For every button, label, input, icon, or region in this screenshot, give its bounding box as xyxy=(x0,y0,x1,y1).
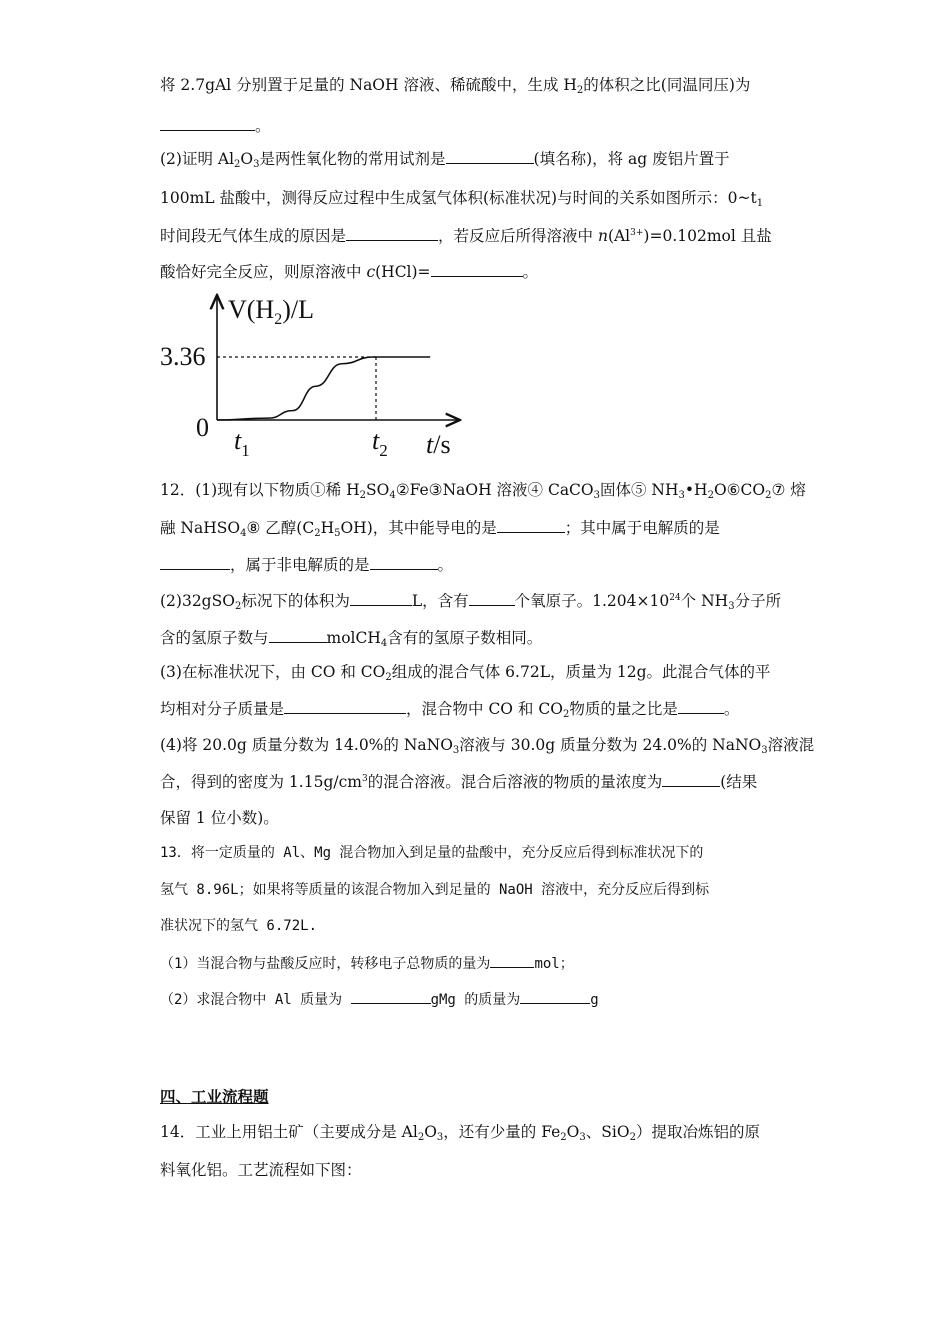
t2-label xyxy=(372,426,388,460)
answer-blank[interactable] xyxy=(678,698,724,714)
subscript: 3 xyxy=(728,601,735,612)
text-line xyxy=(160,590,781,611)
subscript: 4 xyxy=(389,490,396,501)
text: ，还有少量的 Fe xyxy=(443,1123,561,1141)
subscript: 3 xyxy=(579,1132,586,1143)
text: 分子所 xyxy=(734,592,782,610)
text: L，含有 xyxy=(411,592,469,610)
subscript: 2 xyxy=(560,1132,567,1143)
text: molCH xyxy=(326,629,381,647)
x-label-unit: /s xyxy=(433,430,451,459)
x-axis-label xyxy=(426,432,451,458)
y-tick-label: 3.36 xyxy=(160,342,206,371)
subscript: 2 xyxy=(234,159,241,170)
subscript: 2 xyxy=(417,1132,425,1143)
text: 合，得到的密度为 1.15g/cm xyxy=(160,773,362,791)
text: 100mL 盐酸中，测得反应过程中生成氢气体积(标准状况)与时间的关系如图所示：0~t xyxy=(160,189,757,207)
t1-label xyxy=(234,426,250,460)
superscript: 3 xyxy=(361,774,368,784)
text: 将 2.7gAl 分别置于足量的 NaOH 溶液、稀硫酸中，生成 H xyxy=(160,76,577,94)
text: (4)将 20.0g 质量分数为 14.0%的 NaNO xyxy=(160,736,453,754)
y-axis-label xyxy=(228,295,314,328)
text-line: 12．(1)现有以下物质①稀 $H_2SO_4②Fe③NaOH$ 溶液④ CaCO$_3$固体⑤ $NH_3•H_2O⑥CO_2⑦$ 熔 xyxy=(160,481,806,501)
text: 物质的量之比是 xyxy=(569,700,678,718)
text: ，混合物中 CO 和 CO xyxy=(406,700,563,718)
y-label-sub: 2 xyxy=(274,311,283,328)
t2-sub: 2 xyxy=(379,441,388,460)
text: ；其中属于电解质的是 xyxy=(564,519,720,537)
text-line xyxy=(160,843,703,863)
text: 均相对分子质量是 xyxy=(160,700,285,718)
text: ⑧ 乙醇(C xyxy=(246,519,315,537)
text-line xyxy=(160,188,763,208)
text-line xyxy=(160,916,317,936)
text: 的混合溶液。混合后溶液的物质的量浓度为 xyxy=(367,773,663,791)
answer-blank[interactable] xyxy=(431,261,523,277)
text-line xyxy=(160,808,279,828)
text-line xyxy=(160,771,757,792)
answer-blank[interactable] xyxy=(446,148,534,164)
text: (HCl)= xyxy=(375,263,431,281)
subscript: 2 xyxy=(562,709,570,720)
section-heading: 四、工业流程题 xyxy=(160,1087,269,1106)
text-line xyxy=(160,1160,362,1180)
text-line xyxy=(160,517,720,538)
text: 融 NaHSO xyxy=(160,519,241,537)
y-label-text: )/L xyxy=(282,295,314,324)
answer-blank[interactable] xyxy=(160,115,255,131)
answer-blank[interactable] xyxy=(284,698,406,714)
answer-blank[interactable] xyxy=(662,771,720,787)
subscript: 3 xyxy=(253,159,260,170)
subscript: 2 xyxy=(385,672,392,683)
subscript: 2 xyxy=(314,528,321,539)
subscript: 2 xyxy=(234,601,242,612)
text: H xyxy=(320,519,335,537)
text: 12．(1)现有以下物质①稀 H xyxy=(160,481,360,499)
text: 氢气 8.96L；如果将等质量的该混合物加入到足量的 NaOH 溶液中，充分反应后得到标 xyxy=(160,882,710,898)
t1-text: t xyxy=(234,426,242,455)
text: 13．将一定质量的 Al、Mg 混合物加入到足量的盐酸中，充分反应后得到标准状况下的 xyxy=(160,845,704,861)
subscript: 4 xyxy=(380,638,388,649)
text: (Al xyxy=(607,227,631,245)
text: 个 NH xyxy=(680,592,729,610)
text: ，若反应后所得溶液中 xyxy=(438,227,598,245)
subscript: 3 xyxy=(452,745,460,756)
text: 料氧化铝。工艺流程如下图： xyxy=(160,1161,362,1179)
text: 个氧原子。1.204×10 xyxy=(514,592,670,610)
text: )=0.102mol 且盐 xyxy=(643,227,772,245)
text: gMg 的质量为 xyxy=(430,992,521,1008)
text: 溶液混 xyxy=(767,736,815,754)
t1-sub: 1 xyxy=(241,441,250,460)
answer-blank[interactable] xyxy=(497,517,565,533)
text: ②Fe③NaOH 溶液④ CaCO xyxy=(395,481,594,499)
x-label-t: t xyxy=(426,430,434,459)
origin-label: 0 xyxy=(196,413,209,442)
text: ，属于非电解质的是 xyxy=(230,556,370,574)
answer-blank[interactable] xyxy=(160,554,230,570)
text: 是两性氧化物的常用试剂是 xyxy=(259,150,446,168)
text: (填名称)，将 ag 废铝片置于 xyxy=(533,150,730,168)
text: mol； xyxy=(534,956,574,972)
answer-blank[interactable] xyxy=(520,988,590,1004)
italic-symbol: n xyxy=(597,227,608,245)
text-line xyxy=(160,952,574,974)
subscript: 2 xyxy=(576,85,584,96)
text-line: 均相对分子质量是 ，混合物中 CO 和 $CO_2$物质的量之比是 。 xyxy=(160,700,740,720)
subscript: 3 xyxy=(761,745,768,756)
text: 含的氢原子数与 xyxy=(160,629,269,647)
text: 标况下的体积为 xyxy=(241,592,350,610)
italic-symbol: c xyxy=(366,263,376,281)
text: 、SiO xyxy=(585,1123,630,1141)
subscript: 3 xyxy=(593,490,600,501)
text: 时间段无气体生成的原因是 xyxy=(160,227,347,245)
text-line: 。 xyxy=(160,115,271,136)
subscript: 4 xyxy=(240,528,247,539)
text: 保留 1 位小数)。 xyxy=(160,809,279,827)
subscript: 2 xyxy=(629,1132,636,1143)
text: ⑦ 熔 xyxy=(771,481,806,499)
text: 含有的氢原子数相同。 xyxy=(387,629,543,647)
text: O⑥CO xyxy=(713,481,766,499)
answer-blank[interactable] xyxy=(490,952,534,968)
answer-blank[interactable] xyxy=(350,590,412,606)
text: 固体⑤ NH xyxy=(600,481,679,499)
text: 的体积之比(同温同压)为 xyxy=(583,76,751,94)
hydrogen-volume-graph xyxy=(150,287,470,467)
text: (2)32gSO xyxy=(160,592,235,610)
subscript: 2 xyxy=(707,490,714,501)
subscript: 3 xyxy=(436,1132,444,1143)
text-line: (2)证明 $Al_2O_3$是两性氧化物的常用试剂是 (填名称)，将 ag 废铝片置于 xyxy=(160,150,730,170)
text: ）提取冶炼铝的原 xyxy=(635,1123,760,1141)
text: 14．工业上用铝土矿（主要成分是 Al xyxy=(160,1123,418,1141)
text: (2)证明 Al xyxy=(160,150,235,168)
text: 酸恰好完全反应，则原溶液中 xyxy=(160,263,367,281)
text-line xyxy=(160,735,814,755)
text: (结果 xyxy=(720,773,758,791)
volume-curve xyxy=(217,357,430,420)
answer-blank[interactable] xyxy=(269,627,327,643)
text-line xyxy=(160,627,542,648)
text-line: ，属于非电解质的是 。 xyxy=(160,554,453,575)
text: 溶液与 30.0g 质量分数为 24.0%的 NaNO xyxy=(459,736,762,754)
text-line xyxy=(160,880,709,900)
answer-blank[interactable] xyxy=(469,590,515,606)
subscript: 1 xyxy=(756,198,764,209)
text-line xyxy=(160,225,772,246)
subscript: 2 xyxy=(765,490,772,501)
subscript: 3 xyxy=(678,490,685,501)
text: 组成的混合气体 6.72L，质量为 12g。此混合气体的平 xyxy=(391,663,771,681)
superscript: 3+ xyxy=(630,228,644,238)
text: (3)在标准状况下，由 CO 和 CO xyxy=(160,663,386,681)
text: OH)，其中能导电的是 xyxy=(340,519,497,537)
text-line xyxy=(160,988,599,1010)
text: g xyxy=(590,992,599,1008)
t2-text: t xyxy=(372,426,380,455)
text: •H xyxy=(684,481,708,499)
answer-blank[interactable] xyxy=(351,988,431,1004)
subscript: 2 xyxy=(359,490,366,501)
text-line xyxy=(160,662,771,682)
text: （1）当混合物与盐酸反应时，转移电子总物质的量为 xyxy=(160,956,491,972)
text-line xyxy=(160,75,750,95)
text: 准状况下的氢气 6.72L. xyxy=(160,918,318,934)
text-line: 酸恰好完全反应，则原溶液中 c(HCl)= 。 xyxy=(160,263,539,281)
superscript: 24 xyxy=(669,593,681,603)
y-label-text: V(H xyxy=(228,295,275,324)
text: （2）求混合物中 Al 质量为 xyxy=(160,992,351,1008)
answer-blank[interactable] xyxy=(370,554,438,570)
text-line: 14．工业上用铝土矿（主要成分是 $Al_2O_3$，还有少量的 $Fe_2O_3$、SiO$_2$）提取冶炼铝的原 xyxy=(160,1123,760,1143)
answer-blank[interactable] xyxy=(346,225,438,241)
subscript: 5 xyxy=(334,528,341,539)
